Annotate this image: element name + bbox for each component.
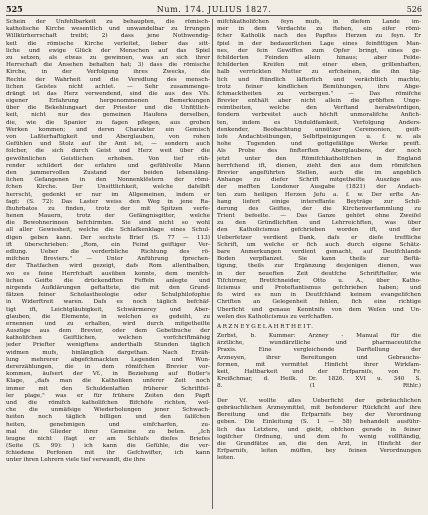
text-line: Zerbst, b. Kummer: Arzney - Manual für die <box>217 333 421 340</box>
text-line: keit die römische Kirche verleitet, lieber das sitt- <box>6 40 210 47</box>
text-line: Arzneyen, ihrer Bereitungen und Gebrauchs- <box>217 354 421 361</box>
right-column-bottom-text <box>217 333 421 462</box>
text-line: liche und ewige Glück der Menschen auf das Spiel <box>6 47 210 54</box>
text-line: Anhange zu diefer Schrift mitgetheilte Auszüge aus <box>217 177 421 184</box>
text-line: wo es feine Herrfchaft ausüben konnte, dem menfch- <box>6 270 210 277</box>
text-line: Tifchirner, Bretfchneider, Otto u. A., über Katho- <box>217 277 421 284</box>
text-line: Boden verpflanzet. Sie kann theils zur Beftä- <box>217 256 421 263</box>
text-line: fchiedene Perfonen mit ihr Gefchwifter, ich kann <box>6 450 210 457</box>
text-line: fpiel in der bedauerlichen Lage eines feinfittigen Man- <box>217 40 421 47</box>
text-line: Erfparnifs, leiten müffen, bey feinen Verordnungen <box>217 448 421 455</box>
text-line: ift überschrieben: „Rom, ein Feind geiftiger Ver- <box>6 241 210 248</box>
text-line: che die unmäfsige Wiederholungen jener Schwach- <box>6 407 210 414</box>
text-line: keit, nicht nur des gemeinen Haufens derselben, <box>6 112 210 119</box>
text-line: leugne nicht (fagt er am Schlufs dieſes Briefes <box>6 435 210 442</box>
text-line: hang liefert einige intereffante Beyträge zur Schil- <box>217 198 421 205</box>
text-line: ten zum heiligen Herzen Jefu a. f. w. Der erfte An- <box>217 191 421 198</box>
text-line: lofe Andachtsübungen, Selbftpeinigungen u. f. w. als <box>217 134 421 140</box>
column-divider <box>212 19 213 509</box>
text-line: jeder Priefter wenigftens anderthalb Stunden täglich <box>6 342 210 349</box>
page-number-right: 526 <box>406 5 422 14</box>
text-line: ernennen und zu erhalten, wird durch mitgetheilte <box>6 320 210 327</box>
text-line: die Bewohnerinnen befchirmten. Sie sind nicht so wohl <box>6 220 210 227</box>
text-line: drängt ist das Herz verwendend, sind die aus des Vfs. <box>6 90 210 97</box>
text-line: Praxis. Eine vergleichende Darftellung der <box>217 347 421 354</box>
text-line: lich das Letztere, und giebt, obfchon gerade in feiner <box>217 426 421 433</box>
text-line: weſen des Katholicismus zu verfchaffen. <box>217 313 334 320</box>
text-line: Trient befeelte. — Das Ganze gehört ohne Zweifel <box>217 213 421 220</box>
text-line: eigener Erfahrung hergenommenen Bemerkungen <box>6 98 210 105</box>
text-line: gebräuchlichen Arzneymittel, mit befonderer Rückficht auf ihre <box>217 404 421 411</box>
text-line: bare Anmerkungen verdient gemacht, auf Deutfchlands <box>217 249 421 255</box>
text-line: Chriften an Gelegenheit fehlen, fich eine richtige <box>217 299 421 306</box>
text-line: fhuhrbatos zu finden, trotz der mit Spitzen verfe- <box>6 205 210 212</box>
text-line: Auszüge aus dem Brevier, oder dem Gebetbuche der <box>6 328 210 335</box>
text-line: Herrschaft die Ansehen behalten hat; 3) dass die römische <box>6 62 210 69</box>
text-line: Gefühlen und Stolz auf ihr Amt ist, — sondern auch <box>6 141 210 148</box>
text-line: zu den Gründlichften und Lehrreichften, was über <box>217 220 421 227</box>
text-line: leiten. <box>217 455 236 462</box>
text-line: lichen Geistes nicht achtet. — Sehr zusammenge- <box>6 83 210 90</box>
text-line: fchilderten Kreifen mit einer eben, grillenhaften, <box>217 62 421 69</box>
text-line: Brevier enthält aber nicht allein die gröbften Unge- <box>217 98 421 105</box>
left-column <box>6 19 210 465</box>
text-line: Brevier angeführten Stellen, auch die im angeblich <box>217 169 421 176</box>
text-line: mer in dem Verdachte zu ftehen, ein eifer römi- <box>217 26 421 33</box>
text-line: halb verrückten Mutter zu erfcheinen, die ihn täg- <box>217 69 421 76</box>
text-line: tigung, theils zur Ergänzung desjenigen dienen, was <box>217 263 421 270</box>
text-line: katholifchen Geiftlichen, welchen vorfchriftmäfsig <box>6 335 210 342</box>
text-line: fchilderten Feinden allein hinaus; aber Felde- <box>217 54 421 61</box>
text-line: fchmacktheiten zu verbergen." — Das römifche <box>217 90 421 97</box>
text-line: immer mit den Schuldenlaften früherer Schriftfel- <box>6 385 210 392</box>
text-line: Kirche, in der Verfolgung ihres Zwecks, die <box>6 69 210 76</box>
text-line: all aller Gewissheit, welche die Schlafkenklage eines Schul- <box>6 227 210 234</box>
text-line: ten, indem es Unduldfamkeit, Verfolgung Anders- <box>217 119 421 126</box>
text-line: der Thatfachen wird gezeigt, dafs Rom allenthalben, <box>6 263 210 270</box>
text-line: Werken kommen; und deren Charakter ein Gemisch <box>6 126 210 133</box>
text-line: mal die Glieder ihrer Gemeine zu beten. „Ich <box>6 428 210 435</box>
issue-title: Num. 174. JULIUS 1827. <box>156 5 272 14</box>
text-line: keit, Haltbarkeit und der Erfparniſs, von Fr. <box>217 369 421 376</box>
text-line: fätzen feiner Scholastheologie oder Schulphilofophie <box>6 292 210 299</box>
text-line: render schildert der erfahre und gefühlvolle Mann <box>6 162 210 169</box>
text-line: fchen Kirche. Der Unsittlichkeit, welche dafelbft <box>6 184 210 191</box>
text-line: die Grundfätze an, die den Arzt, in Hinficht der <box>217 440 421 447</box>
text-line: ärztliche, wundärztliche und pharmaceutiſche <box>217 340 421 347</box>
text-line: zu setzen, als etwas zu gewinnen, was an sich ihrer <box>6 54 210 61</box>
text-line: hohe Tugenden und gottgefällige Werke preift. <box>217 141 421 148</box>
text-line: geben. Die Einleitung (S. 1 — 58) behandelt ausführ- <box>217 419 421 426</box>
text-line: fondern verbreitet auch höchft unmoralifche Anfich- <box>217 112 421 119</box>
text-line: widmen mufs, hinlänglich dargethan. Nach Erzäh- <box>6 349 210 356</box>
text-line: den jammervollen Zustand der beiden lebensläng- <box>6 169 210 176</box>
text-line: heiten, genehmigen und einfcharfen, zu- <box>6 421 210 428</box>
text-line: folcher, die sich durch Geist und Herz weit über die <box>6 148 210 155</box>
text-line: der mefften Londoner Ausgabe (1821) der Andach- <box>217 184 421 191</box>
section-title: ARZNEYGELAHRTHEIT. <box>217 323 315 330</box>
text-line: fagt: (S. 72): Das Laster weiss den Weg in jene Ra- <box>6 198 210 205</box>
text-line: in der neueften Zeit deutfche Schriftfteller, wie <box>217 270 421 277</box>
page-header <box>6 4 422 16</box>
text-line: in Widerftreit waren. Dafs es noch täglich befchäf- <box>6 299 210 306</box>
text-line: fcher Katholik nach des Papftes Herzen zu feyn. Er <box>217 33 421 40</box>
page-number-left: 525 <box>6 4 23 14</box>
text-line: Ueberfetzer verdient Dank, dafs er diefe treffliche <box>217 234 421 241</box>
text-line: derung des Geiftes, der die Kirchenverfammlung zu <box>217 205 421 212</box>
text-line: Schein der Unfehlbarkeit zu behaupten, die römisch- <box>6 19 210 25</box>
text-line: trotz feiner kindlichen Bemühungen, ihre Abge- <box>217 83 421 90</box>
text-line: (Seite (S. 99): ) ich kann die Gefühle, die ver- <box>6 443 210 450</box>
text-line: die, wie die Spanier zu fagen pflegen, aus groben <box>6 119 210 126</box>
text-line: edlung. Ueber die verderbliche Richtung des rö- <box>6 249 210 255</box>
text-line: tigt ift, Leichtgläubigkeit, Schwärmerey und Aber- <box>6 306 210 313</box>
text-line: fo wird es nun in Deutfchland keinem evangelifchen <box>217 292 421 299</box>
text-line: digen geben kann. Der sechste Brief (S. 77 — 113) <box>6 234 210 241</box>
text-line: ler plage," was er für frühere Zeiten den Papft <box>6 392 210 399</box>
text-line: herrscht, gedenkt er nur im Allgemeinen, indem er <box>6 191 210 198</box>
text-line: heiten noch täglich billigen und den ſaliſchen <box>6 414 210 421</box>
text-line: lichen Gefangenen in den Nonnenklöstern der römi- <box>6 177 210 184</box>
text-line: katholische Kirche wesentlich und unwandelbar zu Irrungen <box>6 26 210 33</box>
text-line: Der Vf. wollte alles Ueberficht der gebräuchlichen <box>217 397 421 404</box>
right-column-top-text <box>217 19 421 321</box>
text-line: den Katholicismus gefchrieben worden ift, und der <box>217 227 421 234</box>
text-line: reimtheiten, welche den Verftand herabwürdigen, <box>217 105 421 112</box>
text-line: von Laßterhaftigkeit und Aberglauben, von rohen <box>6 134 210 140</box>
text-line: lichen Geifte die drückendften Feffeln anlegte und <box>6 277 210 284</box>
text-line: 8. (1 Rthlr.) <box>217 383 421 390</box>
text-line: licismus und Proteftantismus gefchrieben haben; und <box>217 284 421 291</box>
text-line: Klage, „dafs man die Katholiken unferer Zeit noch <box>6 378 210 385</box>
text-line: nirgends Aufklärungen geftattete, die mit den Grund- <box>6 284 210 291</box>
text-line: mifchkatholifchen feyn mufs, in diefem Lande im- <box>217 19 421 25</box>
text-line: lich und ftündlich läfterlich und verächtlich machte, <box>217 76 421 83</box>
text-line: herrfchend ift, dienen, zieht den aus dem römifchen <box>217 162 421 169</box>
text-line <box>217 391 421 398</box>
text-line: unter ihren Lehrern viele tief verwandt, die ihre <box>6 457 146 464</box>
text-line: lung mehrerer abgefchmackten Legenden und Wun- <box>6 356 210 363</box>
text-line: kommen, äufsert der Vf., in Beziehung auf Butler's <box>6 371 210 378</box>
text-line: mifchen Breviers." — Unter Anführung fprechen- <box>6 256 210 263</box>
text-line: Kreißchmar, d. Heilk. Dr. 1826. XVI u. 340 S. <box>217 376 421 383</box>
text-line: über die Bekehlungsart der Priester und die Unfittlich- <box>6 105 210 112</box>
right-column <box>217 19 421 462</box>
text-line: gewöhnlichen Geistlichen erhoben. Von tief rüh- <box>6 155 210 162</box>
text-line: formen, mit vermittet Hinficht ihrer Wirkfam- <box>217 361 421 368</box>
text-line: glauben, die Elemente, in welchen es gedeiht, zu <box>6 313 210 320</box>
text-line: logifcher Ordnung, und dem fo wenig vollftändig, <box>217 433 421 440</box>
text-line: jetzt unter den Römifchkatholifchen in England <box>217 155 421 162</box>
text-line: nes, der fein Gewiffen zum Opfer bringt, eines ge- <box>217 47 421 54</box>
text-line: dererzählungen, die in dem römifchen Brevier vor- <box>6 364 210 370</box>
text-line: denkender, Beobachtung unnützer Ceremonien, geift- <box>217 126 421 133</box>
text-line: und die römifch katholifchen Bifchöfe richten, wel- <box>6 399 210 406</box>
text-line: Überficht und genaue Kenntnifs von dem Weſen und Un- <box>217 306 421 313</box>
text-line: Willkürherrschaft treibt; 2) dass jene Nothwendig- <box>6 33 210 40</box>
text-line: Schrift, um welche er fich auch durch eigene Schätz- <box>217 241 421 248</box>
text-line: henen Mauern, trotz der Gefängnisgitter, welche <box>6 213 210 220</box>
text-line: Bereitung und die Erfparnifs bey der Verordnung <box>217 412 421 419</box>
text-line: Rechte der Wahrheit und die Veredlung des mensch- <box>6 76 210 83</box>
text-line: Als Probe des finfterften Aberglaubens, der noch <box>217 148 421 155</box>
